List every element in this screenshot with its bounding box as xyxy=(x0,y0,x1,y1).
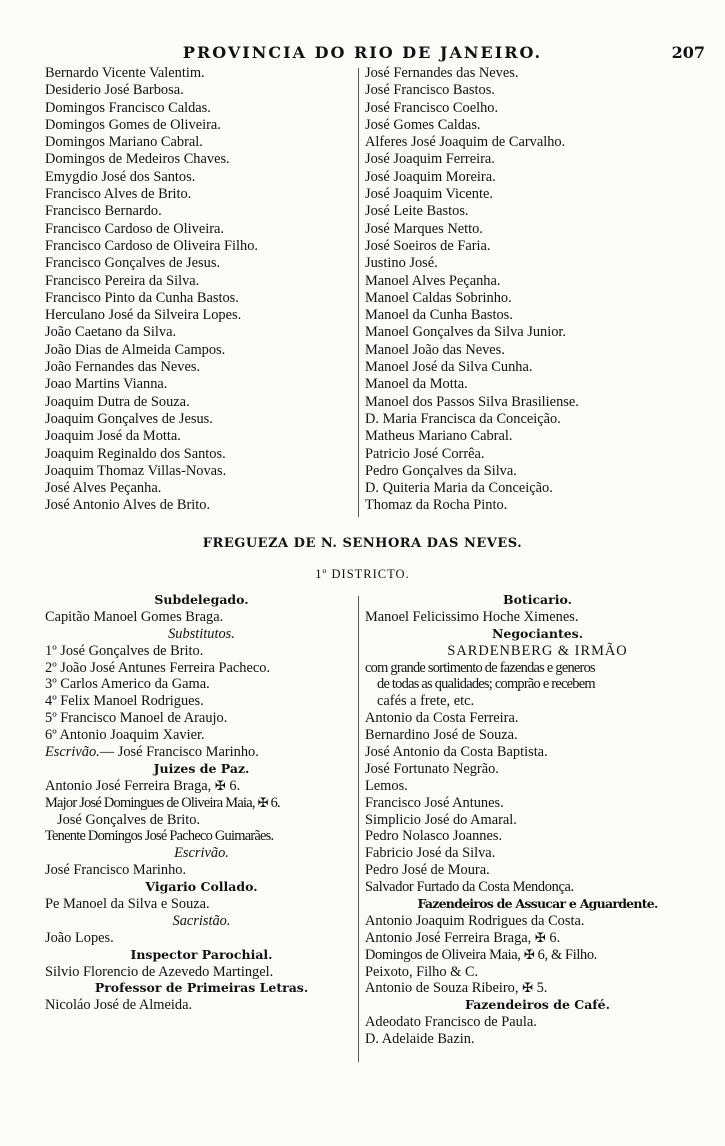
list-item: João Fernandes das Neves. xyxy=(45,359,201,376)
list-item: Antonio de Souza Ribeiro, ✠ 5. xyxy=(365,980,548,997)
negociantes-heading: Negociantes. xyxy=(491,625,584,641)
list-item: Joaquim Gonçalves de Jesus. xyxy=(45,410,213,427)
list-item: José Soeiros de Faria. xyxy=(365,237,491,254)
list-item: Joaquim Reginaldo dos Santos. xyxy=(45,445,226,462)
escrivao-label: Escrivão. xyxy=(45,744,100,761)
district-heading: 1º DISTRICTO. xyxy=(315,567,410,581)
list-item: Matheus Mariano Cabral. xyxy=(365,428,513,445)
order-cross-icon: ✠ xyxy=(522,980,533,996)
list-item: José Alves Peçanha. xyxy=(45,480,162,497)
list-item: Antonio José Ferreira Braga, ✠ 6. xyxy=(365,929,561,946)
list-item: Simplicio José do Amaral. xyxy=(365,811,517,828)
top-left-name-list xyxy=(45,65,355,515)
list-item: Major José Domingues de Oliveira Maia, ✠ 6. xyxy=(45,794,280,811)
escrivao-name: — José Francisco Marinho. xyxy=(99,744,259,761)
list-item: Bernardo Vicente Valentim. xyxy=(45,65,205,81)
list-item: Francisco José Antunes. xyxy=(365,794,504,811)
list-item: 2º João José Antunes Ferreira Pacheco. xyxy=(45,659,271,676)
boticario-heading: Boticario. xyxy=(503,592,572,607)
firm-description: de todas as qualidades; comprão e recebem xyxy=(377,676,595,693)
list-item: Francisco Cardoso de Oliveira. xyxy=(45,220,225,237)
sacristao-heading: Sacristão. xyxy=(172,912,231,929)
professor-heading: Professor de Primeiras Letras. xyxy=(94,980,309,996)
list-item: José Marques Netto. xyxy=(365,220,483,237)
list-item: Salvador Furtado da Costa Mendonça. xyxy=(365,879,574,896)
list-item: Pedro Gonçalves da Silva. xyxy=(365,462,517,479)
list-item: José Antonio da Costa Baptista. xyxy=(365,744,548,761)
list-item: D. Quiteria Maria da Conceição. xyxy=(365,480,553,497)
list-item: José Joaquim Ferreira. xyxy=(365,151,495,168)
column-divider-bottom xyxy=(358,596,359,1062)
list-item: Fabricio José da Silva. xyxy=(365,845,496,862)
escrivao-heading: Escrivão. xyxy=(174,845,229,862)
list-item: Joaquim Dutra de Souza. xyxy=(45,393,190,410)
list-item: Alferes José Joaquim de Carvalho. xyxy=(365,134,566,151)
boticario-name: Manoel Felicissimo Hoche Ximenes. xyxy=(365,608,579,625)
section-title: FREGUEZA DE N. SENHORA DAS NEVES. xyxy=(202,536,523,551)
escrivao-name: José Francisco Marinho. xyxy=(45,862,187,879)
list-item: Francisco Pinto da Cunha Bastos. xyxy=(45,289,239,306)
list-item: Justino José. xyxy=(365,255,438,272)
substitutos-heading: Substitutos. xyxy=(168,625,235,642)
list-item: José Gonçalves de Brito. xyxy=(57,811,201,828)
professor-name: Nicoláo José de Almeida. xyxy=(45,997,193,1014)
list-item: Domingos Francisco Caldas. xyxy=(45,99,211,116)
firm-description: cafés a frete, etc. xyxy=(377,693,475,710)
vigario-name: Pe Manoel da Silva e Souza. xyxy=(45,896,210,913)
list-item: Francisco Cardoso de Oliveira Filho. xyxy=(45,237,259,254)
assucar-heading: Fazendeiros de Assucar e Aguardente. xyxy=(417,896,658,912)
page-number: 207 xyxy=(671,43,705,62)
list-item: Francisco Gonçalves de Jesus. xyxy=(45,255,221,272)
list-item: 6º Antonio Joaquim Xavier. xyxy=(45,727,205,744)
list-item: Desiderio José Barbosa. xyxy=(45,82,184,99)
cafe-heading: Fazendeiros de Café. xyxy=(465,997,610,1013)
page-header-title: PROVINCIA DO RIO DE JANEIRO. xyxy=(182,43,543,62)
list-item: Manoel da Cunha Bastos. xyxy=(365,307,513,324)
list-item: Joao Martins Vianna. xyxy=(45,376,168,393)
list-item: Manoel Gonçalves da Silva Junior. xyxy=(365,324,567,341)
list-item: Francisco Bernardo. xyxy=(45,203,162,220)
list-item: Domingos Gomes de Oliveira. xyxy=(45,116,221,133)
list-item: Manoel João das Neves. xyxy=(365,341,505,358)
list-item: Tenente Domingos José Pacheco Guimarães. xyxy=(45,828,274,845)
order-cross-icon: ✠ xyxy=(534,929,546,945)
inspector-name: Silvio Florencio de Azevedo Martingel. xyxy=(45,963,274,980)
inspector-heading: Inspector Parochial. xyxy=(130,946,273,962)
list-item: José Joaquim Moreira. xyxy=(365,168,496,185)
list-item: Manoel Caldas Sobrinho. xyxy=(365,289,512,306)
list-item: Pedro José de Moura. xyxy=(365,862,490,879)
sacristao-name: João Lopes. xyxy=(45,929,114,946)
list-item: Peixoto, Filho & C. xyxy=(365,963,479,980)
firm-description: com grande sortimento de fazendas e generos xyxy=(365,659,595,676)
list-item: 1º José Gonçalves de Brito. xyxy=(45,642,204,659)
order-cross-icon: ✠ xyxy=(523,946,535,962)
list-item: Pedro Nolasco Joannes. xyxy=(365,828,503,845)
list-item: Domingos de Oliveira Maia, ✠ 6, & Filho. xyxy=(365,946,597,963)
juizes-heading: Juizes de Paz. xyxy=(153,760,250,776)
subdelegado-heading: Subdelegado. xyxy=(154,592,249,607)
subdelegado-name: Capitão Manoel Gomes Braga. xyxy=(45,608,224,625)
list-item: José Antonio Alves de Brito. xyxy=(45,497,211,514)
firm-name: SARDENBERG & IRMÃO xyxy=(447,642,628,659)
list-item: D. Maria Francisca da Conceição. xyxy=(365,410,561,427)
list-item: Joaquim José da Motta. xyxy=(45,428,181,445)
vigario-heading: Vigario Collado. xyxy=(145,879,258,895)
list-item: José Leite Bastos. xyxy=(365,203,469,220)
list-item: Manoel José da Silva Cunha. xyxy=(365,359,533,376)
bottom-left-column xyxy=(45,592,358,1014)
list-item: Thomaz da Rocha Pinto. xyxy=(365,497,508,514)
top-right-name-list xyxy=(365,65,695,515)
list-item: Patricio José Corrêa. xyxy=(365,445,485,462)
list-item: Francisco Pereira da Silva. xyxy=(45,272,200,289)
list-item: Joaquim Thomaz Villas-Novas. xyxy=(45,462,227,479)
escrivao-line xyxy=(45,744,358,761)
list-item: José Fernandes das Neves. xyxy=(365,65,519,81)
list-item: José Gomes Caldas. xyxy=(365,116,481,133)
list-item: José Joaquim Vicente. xyxy=(365,186,493,203)
list-item: Herculano José da Silveira Lopes. xyxy=(45,307,242,324)
list-item: Domingos Mariano Cabral. xyxy=(45,134,203,151)
list-item: 5º Francisco Manoel de Araujo. xyxy=(45,710,228,727)
list-item: Adeodato Francisco de Paula. xyxy=(365,1014,537,1031)
list-item: 4º Felix Manoel Rodrigues. xyxy=(45,693,204,710)
list-item: Antonio da Costa Ferreira. xyxy=(365,710,519,727)
list-item: Lemos. xyxy=(365,777,408,794)
list-item: José Francisco Bastos. xyxy=(365,82,495,99)
list-item: Bernardino José de Souza. xyxy=(365,727,518,744)
list-item: José Francisco Coelho. xyxy=(365,99,499,116)
order-cross-icon: ✠ xyxy=(257,794,268,810)
list-item: José Fortunato Negrão. xyxy=(365,760,499,777)
list-item: Emygdio José dos Santos. xyxy=(45,168,196,185)
order-cross-icon: ✠ xyxy=(214,777,226,793)
bottom-right-column xyxy=(365,592,710,1048)
list-item: Francisco Alves de Brito. xyxy=(45,186,192,203)
list-item: 3º Carlos Americo da Gama. xyxy=(45,676,210,693)
list-item: Antonio Joaquim Rodrigues da Costa. xyxy=(365,912,585,929)
list-item: D. Adelaide Bazin. xyxy=(365,1031,475,1048)
list-item: João Dias de Almeida Campos. xyxy=(45,341,226,358)
list-item: João Caetano da Silva. xyxy=(45,324,177,341)
list-item: Domingos de Medeiros Chaves. xyxy=(45,151,230,168)
list-item: Manoel Alves Peçanha. xyxy=(365,272,501,289)
column-divider-top xyxy=(358,68,359,517)
list-item: Manoel da Motta. xyxy=(365,376,468,393)
list-item: Manoel dos Passos Silva Brasiliense. xyxy=(365,393,579,410)
list-item: Antonio José Ferreira Braga, ✠ 6. xyxy=(45,777,241,794)
